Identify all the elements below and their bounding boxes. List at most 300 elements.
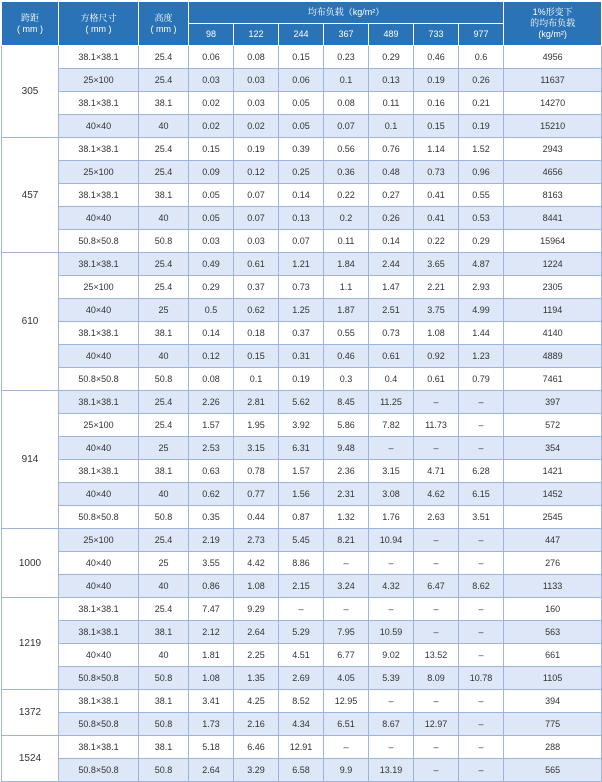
table-cell: 0.1 xyxy=(324,69,369,92)
table-row xyxy=(2,115,602,138)
table-cell: 40×40 xyxy=(59,115,139,138)
header-load-3: 367 xyxy=(324,24,369,46)
table-cell: 0.07 xyxy=(324,115,369,138)
table-cell: 0.78 xyxy=(234,460,279,483)
table-cell: 1133 xyxy=(504,575,602,598)
table-cell: 0.49 xyxy=(189,253,234,276)
table-cell: 5.18 xyxy=(189,736,234,759)
table-cell: 0.62 xyxy=(189,483,234,506)
table-row xyxy=(2,483,602,506)
table-cell: – xyxy=(279,598,324,621)
table-cell: 40×40 xyxy=(59,552,139,575)
table-cell: 1.35 xyxy=(234,667,279,690)
table-cell: 25.4 xyxy=(139,253,189,276)
table-cell: 0.35 xyxy=(189,506,234,529)
table-cell: 38.1×38.1 xyxy=(59,736,139,759)
table-cell: 1.08 xyxy=(414,322,459,345)
table-cell: 0.1 xyxy=(234,368,279,391)
table-cell: 0.55 xyxy=(324,322,369,345)
table-cell: 8.09 xyxy=(414,667,459,690)
table-cell: 50.8 xyxy=(139,230,189,253)
table-cell: 8.21 xyxy=(324,529,369,552)
table-cell: 0.56 xyxy=(324,138,369,161)
table-cell: 38.1 xyxy=(139,92,189,115)
table-cell: – xyxy=(414,759,459,782)
table-cell: 1.14 xyxy=(414,138,459,161)
table-cell: 4.62 xyxy=(414,483,459,506)
table-row xyxy=(2,299,602,322)
table-cell: 0.39 xyxy=(279,138,324,161)
table-cell: 2.93 xyxy=(459,276,504,299)
table-row xyxy=(2,713,602,736)
table-cell: 50.8×50.8 xyxy=(59,368,139,391)
table-cell: – xyxy=(369,690,414,713)
table-cell: 0.19 xyxy=(459,115,504,138)
table-cell: 15964 xyxy=(504,230,602,253)
table-cell: – xyxy=(414,736,459,759)
table-cell: 3.92 xyxy=(279,414,324,437)
table-cell: 0.37 xyxy=(234,276,279,299)
table-cell: 5.86 xyxy=(324,414,369,437)
table-cell: 1.44 xyxy=(459,322,504,345)
table-cell: 6.47 xyxy=(414,575,459,598)
table-cell: 10.78 xyxy=(459,667,504,690)
table-cell: 0.03 xyxy=(234,92,279,115)
table-cell: 276 xyxy=(504,552,602,575)
table-cell: – xyxy=(414,391,459,414)
table-row xyxy=(2,322,602,345)
table-cell: 10.94 xyxy=(369,529,414,552)
table-row xyxy=(2,414,602,437)
table-cell: 1.95 xyxy=(234,414,279,437)
table-cell: 5.45 xyxy=(279,529,324,552)
table-cell: 0.22 xyxy=(324,184,369,207)
table-cell: 50.8×50.8 xyxy=(59,506,139,529)
table-cell: 1.32 xyxy=(324,506,369,529)
table-cell: 0.26 xyxy=(459,69,504,92)
table-cell: 2.51 xyxy=(369,299,414,322)
table-cell: 2.12 xyxy=(189,621,234,644)
table-row xyxy=(2,667,602,690)
table-row xyxy=(2,644,602,667)
table-cell: 8.45 xyxy=(324,391,369,414)
table-cell: 38.1 xyxy=(139,736,189,759)
span-cell: 1372 xyxy=(2,690,59,736)
table-cell: 1.87 xyxy=(324,299,369,322)
table-cell: 40 xyxy=(139,345,189,368)
table-cell: 0.29 xyxy=(369,46,414,69)
table-body xyxy=(2,46,602,782)
table-cell: 3.41 xyxy=(189,690,234,713)
table-cell: 1194 xyxy=(504,299,602,322)
table-cell: 7.95 xyxy=(324,621,369,644)
table-row xyxy=(2,391,602,414)
table-cell: 4.99 xyxy=(459,299,504,322)
table-cell: 38.1×38.1 xyxy=(59,184,139,207)
table-cell: 0.06 xyxy=(279,69,324,92)
table-cell: 12.95 xyxy=(324,690,369,713)
table-cell: 0.02 xyxy=(189,92,234,115)
table-cell: 4.71 xyxy=(414,460,459,483)
table-cell: 25 xyxy=(139,299,189,322)
table-cell: 0.79 xyxy=(459,368,504,391)
table-cell: 0.07 xyxy=(234,184,279,207)
table-cell: 5.29 xyxy=(279,621,324,644)
table-cell: 0.22 xyxy=(414,230,459,253)
table-row xyxy=(2,46,602,69)
table-cell: 0.11 xyxy=(369,92,414,115)
table-cell: 38.1×38.1 xyxy=(59,621,139,644)
table-cell: 1.84 xyxy=(324,253,369,276)
table-cell: 2.73 xyxy=(234,529,279,552)
span-cell: 1000 xyxy=(2,529,59,598)
table-cell: 4.25 xyxy=(234,690,279,713)
table-cell: 50.8 xyxy=(139,667,189,690)
table-cell: 0.05 xyxy=(189,184,234,207)
table-cell: 4656 xyxy=(504,161,602,184)
span-cell: 1219 xyxy=(2,598,59,690)
table-cell: 9.29 xyxy=(234,598,279,621)
table-cell: 0.87 xyxy=(279,506,324,529)
table-row xyxy=(2,69,602,92)
table-cell: 8.62 xyxy=(459,575,504,598)
table-cell: 4956 xyxy=(504,46,602,69)
table-cell: 0.19 xyxy=(279,368,324,391)
table-cell: 7.47 xyxy=(189,598,234,621)
table-cell: 0.06 xyxy=(189,46,234,69)
table-cell: 0.61 xyxy=(369,345,414,368)
table-row xyxy=(2,138,602,161)
table-cell: 15210 xyxy=(504,115,602,138)
table-cell: – xyxy=(414,598,459,621)
table-row xyxy=(2,276,602,299)
table-cell: – xyxy=(324,552,369,575)
table-header xyxy=(2,2,602,46)
table-row xyxy=(2,759,602,782)
table-cell: 0.77 xyxy=(234,483,279,506)
table-cell: 40 xyxy=(139,115,189,138)
table-cell: – xyxy=(459,759,504,782)
table-cell: 2.64 xyxy=(189,759,234,782)
header-deflection-line2: 的均布负载 xyxy=(530,18,576,28)
table-cell: 2.31 xyxy=(324,483,369,506)
table-cell: 6.51 xyxy=(324,713,369,736)
table-cell: 11.25 xyxy=(369,391,414,414)
header-span xyxy=(2,2,59,46)
table-cell: 1105 xyxy=(504,667,602,690)
table-cell: 40×40 xyxy=(59,575,139,598)
header-span-label: 跨距 xyxy=(20,12,39,23)
header-deflection-line1: 1%形变下 xyxy=(532,7,573,17)
table-cell: 0.18 xyxy=(234,322,279,345)
header-size-unit: ( mm ) xyxy=(85,23,112,34)
table-cell: 0.86 xyxy=(189,575,234,598)
table-cell: 0.13 xyxy=(279,207,324,230)
table-cell: 5.39 xyxy=(369,667,414,690)
table-cell: 40 xyxy=(139,644,189,667)
table-cell: 25×100 xyxy=(59,69,139,92)
table-cell: 1.1 xyxy=(324,276,369,299)
table-cell: 0.15 xyxy=(189,138,234,161)
table-cell: 3.08 xyxy=(369,483,414,506)
table-cell: 565 xyxy=(504,759,602,782)
table-cell: – xyxy=(324,736,369,759)
table-cell: 38.1 xyxy=(139,184,189,207)
table-cell: 6.77 xyxy=(324,644,369,667)
table-cell: 0.37 xyxy=(279,322,324,345)
table-cell: 563 xyxy=(504,621,602,644)
table-cell: 1.73 xyxy=(189,713,234,736)
table-cell: 0.27 xyxy=(369,184,414,207)
table-cell: 3.51 xyxy=(459,506,504,529)
table-cell: – xyxy=(459,644,504,667)
table-cell: 0.73 xyxy=(279,276,324,299)
table-cell: 0.96 xyxy=(459,161,504,184)
table-cell: 1.52 xyxy=(459,138,504,161)
span-cell: 914 xyxy=(2,391,59,529)
table-cell: 2.69 xyxy=(279,667,324,690)
table-cell: 2.44 xyxy=(369,253,414,276)
table-cell: 0.61 xyxy=(234,253,279,276)
table-cell: 6.28 xyxy=(459,460,504,483)
table-cell: 0.36 xyxy=(324,161,369,184)
table-cell: 0.14 xyxy=(369,230,414,253)
table-cell: 7.82 xyxy=(369,414,414,437)
table-cell: 14270 xyxy=(504,92,602,115)
header-load-5: 733 xyxy=(414,24,459,46)
header-load-4: 489 xyxy=(369,24,414,46)
table-cell: – xyxy=(459,437,504,460)
table-cell: 40×40 xyxy=(59,345,139,368)
span-cell: 1524 xyxy=(2,736,59,782)
table-row xyxy=(2,253,602,276)
table-cell: 0.61 xyxy=(414,368,459,391)
table-cell: 0.08 xyxy=(189,368,234,391)
table-row xyxy=(2,207,602,230)
table-cell: 2305 xyxy=(504,276,602,299)
table-cell: – xyxy=(414,690,459,713)
table-cell: 25.4 xyxy=(139,598,189,621)
table-cell: 4.87 xyxy=(459,253,504,276)
table-cell: 38.1 xyxy=(139,621,189,644)
table-cell: 0.44 xyxy=(234,506,279,529)
table-cell: – xyxy=(414,552,459,575)
table-cell: 4.34 xyxy=(279,713,324,736)
table-cell: 40×40 xyxy=(59,483,139,506)
table-cell: 1224 xyxy=(504,253,602,276)
table-cell: 1.81 xyxy=(189,644,234,667)
table-cell: – xyxy=(414,437,459,460)
table-cell: – xyxy=(324,598,369,621)
table-cell: 394 xyxy=(504,690,602,713)
table-cell: 50.8×50.8 xyxy=(59,667,139,690)
table-cell: – xyxy=(459,736,504,759)
table-cell: 661 xyxy=(504,644,602,667)
table-cell: 1.57 xyxy=(189,414,234,437)
table-cell: 0.14 xyxy=(279,184,324,207)
table-cell: 0.12 xyxy=(234,161,279,184)
table-cell: 40 xyxy=(139,207,189,230)
header-load-title: 均布负载（kg/m²） xyxy=(189,2,504,24)
table-cell: 25.4 xyxy=(139,391,189,414)
table-cell: 2.19 xyxy=(189,529,234,552)
table-cell: 2545 xyxy=(504,506,602,529)
table-cell: 25.4 xyxy=(139,276,189,299)
table-cell: 0.6 xyxy=(459,46,504,69)
table-cell: 6.31 xyxy=(279,437,324,460)
header-load-2: 244 xyxy=(279,24,324,46)
table-cell: 0.23 xyxy=(324,46,369,69)
header-size xyxy=(59,2,139,46)
table-row xyxy=(2,368,602,391)
table-cell: 775 xyxy=(504,713,602,736)
table-cell: 0.05 xyxy=(189,207,234,230)
table-row xyxy=(2,92,602,115)
table-row xyxy=(2,736,602,759)
table-cell: 0.2 xyxy=(324,207,369,230)
table-cell: 0.31 xyxy=(279,345,324,368)
table-cell: 0.02 xyxy=(234,115,279,138)
table-cell: 0.41 xyxy=(414,207,459,230)
table-cell: 2.81 xyxy=(234,391,279,414)
table-row xyxy=(2,184,602,207)
table-cell: 0.1 xyxy=(369,115,414,138)
table-cell: 2.26 xyxy=(189,391,234,414)
table-row xyxy=(2,506,602,529)
table-cell: 0.41 xyxy=(414,184,459,207)
table-cell: 25×100 xyxy=(59,414,139,437)
table-cell: 38.1×38.1 xyxy=(59,46,139,69)
table-cell: – xyxy=(369,437,414,460)
span-cell: 457 xyxy=(2,138,59,253)
table-cell: 0.46 xyxy=(324,345,369,368)
table-cell: 0.5 xyxy=(189,299,234,322)
table-cell: 0.55 xyxy=(459,184,504,207)
table-cell: – xyxy=(459,529,504,552)
table-cell: 50.8×50.8 xyxy=(59,230,139,253)
table-cell: 2.15 xyxy=(279,575,324,598)
table-cell: 40 xyxy=(139,575,189,598)
table-cell: 25.4 xyxy=(139,46,189,69)
header-height xyxy=(139,2,189,46)
table-cell: 11.73 xyxy=(414,414,459,437)
table-cell: 1452 xyxy=(504,483,602,506)
table-cell: 3.75 xyxy=(414,299,459,322)
table-cell: 38.1×38.1 xyxy=(59,460,139,483)
table-cell: 0.73 xyxy=(369,322,414,345)
table-cell: 12.97 xyxy=(414,713,459,736)
table-cell: 13.19 xyxy=(369,759,414,782)
table-cell: 0.14 xyxy=(189,322,234,345)
table-cell: 1.56 xyxy=(279,483,324,506)
header-load-6: 977 xyxy=(459,24,504,46)
table-cell: 0.19 xyxy=(414,69,459,92)
table-cell: 0.26 xyxy=(369,207,414,230)
table-cell: 25.4 xyxy=(139,529,189,552)
table-cell: 1.08 xyxy=(234,575,279,598)
table-cell: 13.52 xyxy=(414,644,459,667)
header-deflection xyxy=(504,2,602,46)
table-row xyxy=(2,161,602,184)
table-cell: 38.1×38.1 xyxy=(59,322,139,345)
table-cell: 0.48 xyxy=(369,161,414,184)
table-cell: 25.4 xyxy=(139,161,189,184)
table-cell: 0.07 xyxy=(279,230,324,253)
table-row xyxy=(2,690,602,713)
table-row xyxy=(2,345,602,368)
table-cell: 2.16 xyxy=(234,713,279,736)
table-cell: 0.03 xyxy=(234,69,279,92)
table-cell: 0.62 xyxy=(234,299,279,322)
table-cell: 38.1×38.1 xyxy=(59,253,139,276)
header-load-1: 122 xyxy=(234,24,279,46)
table-cell: 4140 xyxy=(504,322,602,345)
table-cell: 25.4 xyxy=(139,138,189,161)
table-cell: – xyxy=(459,621,504,644)
table-cell: 0.76 xyxy=(369,138,414,161)
table-cell: 10.59 xyxy=(369,621,414,644)
table-cell: 0.03 xyxy=(234,230,279,253)
table-cell: 11637 xyxy=(504,69,602,92)
table-cell: 1.76 xyxy=(369,506,414,529)
table-cell: 9.48 xyxy=(324,437,369,460)
table-cell: 8163 xyxy=(504,184,602,207)
table-cell: 397 xyxy=(504,391,602,414)
table-cell: 2.25 xyxy=(234,644,279,667)
table-cell: 1.21 xyxy=(279,253,324,276)
table-cell: 0.13 xyxy=(369,69,414,92)
table-row xyxy=(2,230,602,253)
table-cell: 3.15 xyxy=(234,437,279,460)
header-height-unit: ( mm ) xyxy=(150,23,177,34)
table-cell: 6.58 xyxy=(279,759,324,782)
table-cell: 4889 xyxy=(504,345,602,368)
table-cell: 6.15 xyxy=(459,483,504,506)
table-cell: 0.29 xyxy=(459,230,504,253)
table-cell: 3.15 xyxy=(369,460,414,483)
table-cell: 1.08 xyxy=(189,667,234,690)
table-row xyxy=(2,575,602,598)
table-cell: 0.25 xyxy=(279,161,324,184)
table-cell: 0.16 xyxy=(414,92,459,115)
table-cell: 0.46 xyxy=(414,46,459,69)
table-cell: 25.4 xyxy=(139,414,189,437)
header-size-label: 方格尺寸 xyxy=(80,12,117,23)
table-cell: – xyxy=(459,552,504,575)
table-cell: 8.86 xyxy=(279,552,324,575)
table-cell: 38.1×38.1 xyxy=(59,391,139,414)
table-cell: 160 xyxy=(504,598,602,621)
table-cell: 0.12 xyxy=(189,345,234,368)
table-cell: 6.46 xyxy=(234,736,279,759)
table-cell: 4.42 xyxy=(234,552,279,575)
table-cell: 0.19 xyxy=(234,138,279,161)
table-cell: 9.9 xyxy=(324,759,369,782)
table-cell: – xyxy=(459,414,504,437)
table-cell: 38.1 xyxy=(139,460,189,483)
table-cell: 25 xyxy=(139,552,189,575)
table-cell: 0.08 xyxy=(324,92,369,115)
table-cell: 0.29 xyxy=(189,276,234,299)
table-cell: 0.73 xyxy=(414,161,459,184)
table-cell: 0.53 xyxy=(459,207,504,230)
table-cell: 12.91 xyxy=(279,736,324,759)
table-cell: 0.92 xyxy=(414,345,459,368)
table-cell: 0.15 xyxy=(234,345,279,368)
table-cell: 4.05 xyxy=(324,667,369,690)
table-cell: 38.1×38.1 xyxy=(59,598,139,621)
table-cell: 1.57 xyxy=(279,460,324,483)
